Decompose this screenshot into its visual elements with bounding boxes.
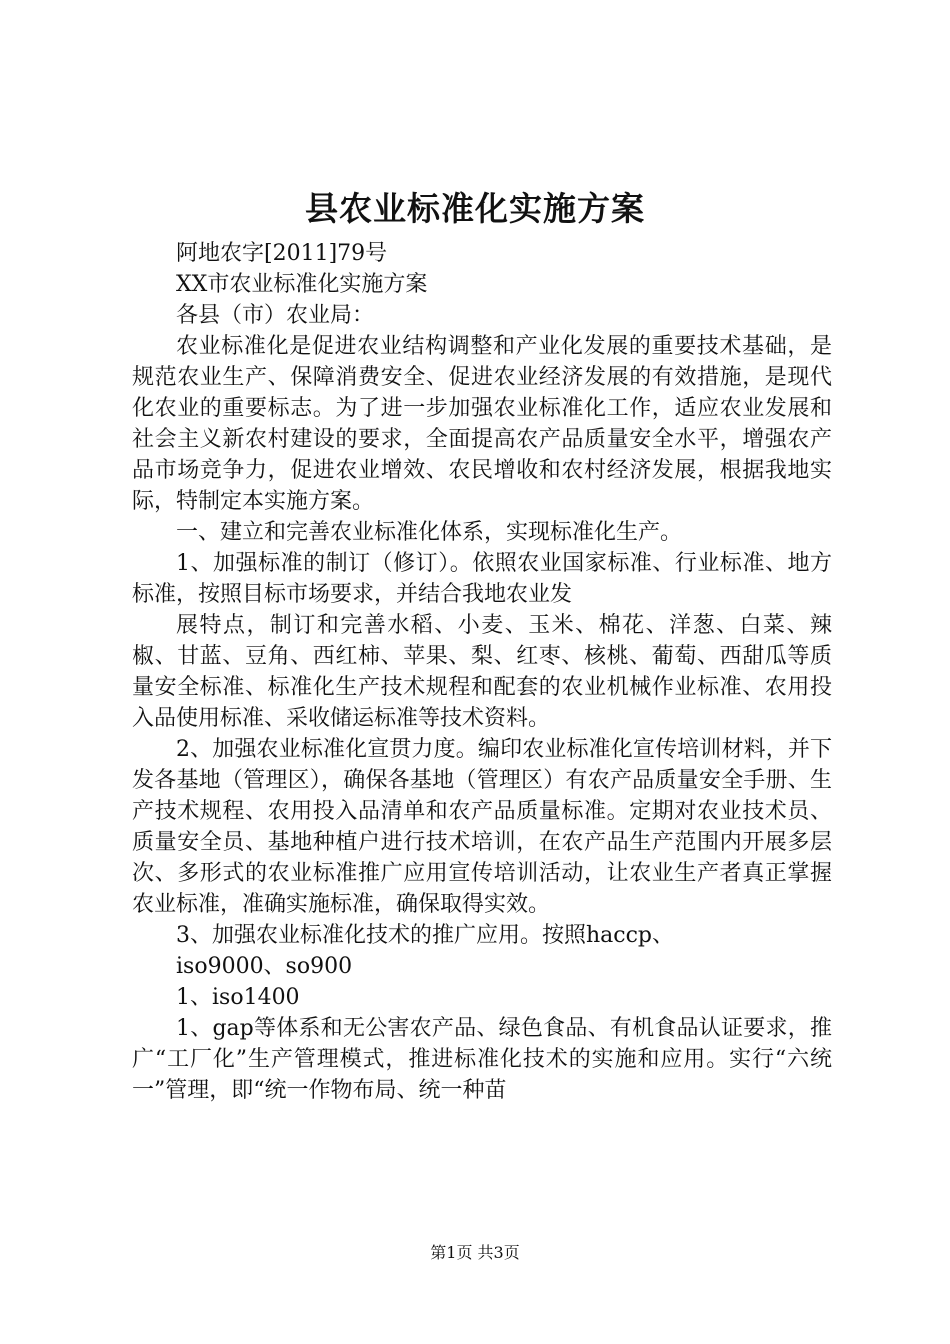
body-paragraph: 1、加强标准的制订（修订）。依照农业国家标准、行业标准、地方标准，按照目标市场要求，并结合我地农业发 [132, 551, 832, 607]
page-footer: 第1页 共3页 [430, 1243, 520, 1262]
document-title: 县农业标准化实施方案 [305, 189, 645, 228]
body-paragraph: 3、加强农业标准化技术的推广应用。按照haccp、 [176, 923, 675, 948]
body-paragraph: 农业标准化是促进农业结构调整和产业化发展的重要技术基础，是规范农业生产、保障消费安全、促进农业经济发展的有效措施，是现代化农业的重要标志。为了进一步加强农业标准化工作，适应农业发展和社会主义新农村建设的要求，全面提高农产品质量安全水平，增强农产品市场竞争力，促进农业增效、农民增收和农村经济发展，根据我地实际，特制定本实施方案。 [132, 334, 832, 514]
document-subtitle: XX市农业标准化实施方案 [176, 272, 428, 297]
section-heading: 一、建立和完善农业标准化体系，实现标准化生产。 [176, 520, 683, 545]
body-paragraph: 1、gap等体系和无公害农产品、绿色食品、有机食品认证要求，推广“工厂化”生产管理模式，推进标准化技术的实施和应用。实行“六统一”管理，即“统一作物布局、统一种苗 [132, 1016, 832, 1103]
body-paragraph: 2、加强农业标准化宣贯力度。编印农业标准化宣传培训材料，并下发各基地（管理区），确保各基地（管理区）有农产品质量安全手册、生产技术规程、农用投入品清单和农产品质量标准。定期对农业技术员、质量安全员、基地种植户进行技术培训，在农产品生产范围内开展多层次、多形式的农业标准推广应用宣传培训活动，让农业生产者真正掌握农业标准，准确实施标准，确保取得实效。 [132, 737, 832, 917]
document-number: 阿地农字[2011]79号 [176, 241, 388, 266]
document-body [132, 238, 832, 1106]
body-paragraph: iso9000、so900 [176, 954, 353, 979]
body-paragraph: 展特点，制订和完善水稻、小麦、玉米、棉花、洋葱、白菜、辣椒、甘蓝、豆角、西红柿、苹果、梨、红枣、核桃、葡萄、西甜瓜等质量安全标准、标准化生产技术规程和配套的农业机械作业标准、农用投入品使用标准、采收储运标准等技术资料。 [132, 613, 832, 731]
body-paragraph: 1、iso1400 [176, 985, 300, 1010]
salutation: 各县（市）农业局： [176, 303, 375, 328]
